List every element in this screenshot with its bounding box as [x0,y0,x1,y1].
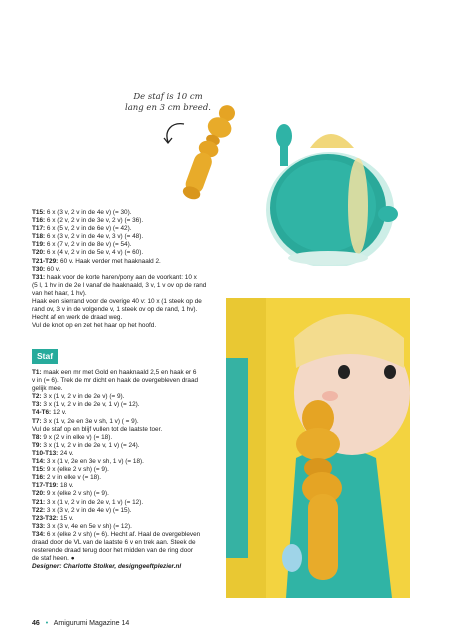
pattern-top-block [32,209,222,330]
pattern-line: T4-T6: 12 v. [32,409,67,417]
magazine-name: Amigurumi Magazine 14 [53,620,130,627]
pattern-line: T22: 3 x (3 v, 2 v in de 4e v) (= 15). [32,506,132,514]
pattern-line: T18: 6 x (3 v, 2 v in de 4e v, 3 v) (= 48). [32,233,144,241]
pattern-line: T21-T29: 60 v. Haak verder met haaknaald 2. [32,257,161,265]
pattern-line: T30: 60 v. [32,265,61,273]
pattern-line: (5 l, 1 hv in de 2e l vanaf de haaknaald, 3 v, 1 v ov op de rand [32,281,207,289]
caption-line-2: lang en 3 cm breed. [125,103,211,113]
pattern-line: de staf heen. ● [32,555,75,563]
pattern-line: Vul de staf op en blijf vullen tot de laatste toer. [32,425,163,433]
doll-back-photo [262,118,412,266]
pattern-line: Hecht af en werk de draad weg. [32,314,123,322]
pattern-line: T20: 9 x (elke 2 v sh) (= 9). [32,490,109,498]
pattern-line: T1: maak een mr met Gold en haaknaald 2,5 en haak er 6 [32,369,197,376]
footer-bullet: • [45,620,49,627]
page-number: 46 [32,620,40,627]
pattern-line: draad door de VL van de laatste 6 v en trek aan. Steek de [32,538,196,546]
pattern-line: v in (= 6). Trek de mr dicht en haak de overgebleven draad [32,377,199,385]
pattern-line: T31: haak voor de korte haren/pony aan de voorkant: 10 x [32,273,197,281]
designer-credit: Designer: Charlotte Stolker, designgeeftplezier.nl [32,563,182,571]
pattern-line: van het haar, 1 hv). [32,289,87,297]
pattern-line: T16: 6 x (2 v, 2 v in de 3e v, 2 v) (= 36). [32,217,144,225]
staff-photo [170,98,240,208]
doll-front-photo [226,298,410,598]
pattern-line: T20: 6 x (4 v, 2 v in de 5e v, 4 v) (= 60). [32,249,144,257]
pattern-line: T7: 3 x (1 v, 2e en 3e v sh, 1 v) ( = 9). [32,417,139,425]
pattern-line: resterende draad terug door het midden van de ring door [32,547,193,555]
section-heading-staf: Staf [32,349,58,364]
pattern-line: T34: 6 x (elke 2 v sh) (= 6). Hecht af. Haal de overgebleven [32,530,201,538]
pattern-line: rand ov, 3 v in de volgende v, 1 steek ov op de rand, 1 hv). [32,306,198,314]
pattern-line: T15: 9 x (elke 2 v sh) (= 9). [32,466,109,474]
pattern-line: gelijk mee. [32,385,63,393]
pattern-line: T33: 3 x (3 v, 4e en 5e v sh) (= 12). [32,522,132,530]
pattern-line: T3: 3 x (1 v, 2 v in de 2e v, 1 v) (= 12). [32,401,140,409]
pattern-line: T10-T13: 24 v. [32,449,74,457]
page-footer [32,620,129,627]
pattern-line: T2: 3 x (1 v, 2 v in de 2e v) (= 9). [32,393,125,401]
pattern-line: T8: 9 x (2 v in elke v) (= 18). [32,433,113,441]
pattern-staf-block [32,369,222,571]
pattern-line: T15: 6 x (3 v, 2 v in de 4e v) (= 30). [32,209,132,216]
pattern-line: T19: 6 x (7 v, 2 v in de 8e v) (= 54). [32,241,132,249]
pattern-line: T21: 3 x (1 v, 2 v in de 2e v, 1 v) (= 12). [32,498,144,506]
pattern-line: Haak een sierrand voor de overige 40 v: 10 x (1 steek op de [32,298,202,306]
pattern-line: T14: 3 x (1 v, 2e en 3e v sh, 1 v) (= 18). [32,458,144,466]
pattern-line: Vul de knot op en zet het haar op het hoofd. [32,322,157,330]
pattern-line: T23-T32: 15 v. [32,514,74,522]
pattern-line: T17-T19: 18 v. [32,482,74,490]
caption-line-1: De staf is 10 cm [133,92,203,102]
pattern-line: T16: 2 v in elke v (= 18). [32,474,102,482]
pattern-line: T9: 3 x (1 v, 2 v in de 2e v, 1 v) (= 24). [32,441,140,449]
pattern-line: T17: 6 x (5 v, 2 v in de 6e v) (= 42). [32,225,132,233]
